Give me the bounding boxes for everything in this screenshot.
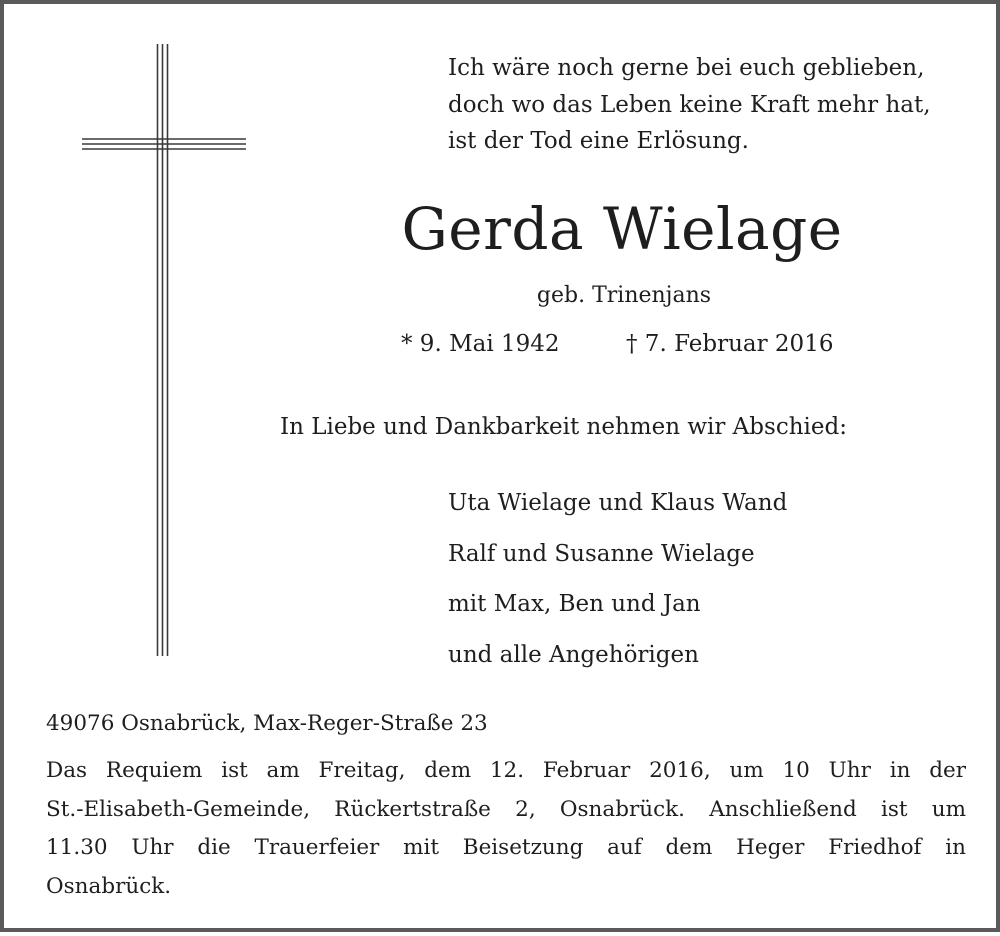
mourners-list <box>448 478 787 680</box>
requiem-notice <box>46 752 966 906</box>
requiem-line: Osnabrück. <box>46 873 172 899</box>
farewell-statement: In Liebe und Dankbarkeit nehmen wir Abschied: <box>280 414 847 440</box>
requiem-line: Das Requiem ist am Freitag, dem 12. Februar 2016, um 10 Uhr in der <box>46 758 966 783</box>
verse-quote <box>448 50 931 160</box>
death-date: † 7. Februar 2016 <box>626 331 834 357</box>
mourner-line: Ralf und Susanne Wielage <box>448 540 755 567</box>
mourner-line: und alle Angehörigen <box>448 641 699 668</box>
maiden-name: geb. Trinenjans <box>536 283 712 308</box>
family-address: 49076 Osnabrück, Max-Reger-Straße 23 <box>46 711 488 736</box>
verse-line: doch wo das Leben keine Kraft mehr hat, <box>448 91 931 118</box>
requiem-line: St.-Elisabeth-Gemeinde, Rückertstraße 2, Osnabrück. Anschließend ist um <box>46 796 966 822</box>
verse-line: ist der Tod eine Erlösung. <box>448 128 749 154</box>
birth-date: * 9. Mai 1942 <box>401 331 560 357</box>
requiem-line: 11.30 Uhr die Trauerfeier mit Beisetzung auf dem Heger Friedhof in <box>46 835 966 860</box>
mourner-line: mit Max, Ben und Jan <box>448 591 701 617</box>
mourner-line: Uta Wielage und Klaus Wand <box>448 490 788 516</box>
verse-line: Ich wäre noch gerne bei euch geblieben, <box>448 55 925 81</box>
deceased-name: Gerda Wielage <box>401 195 843 263</box>
